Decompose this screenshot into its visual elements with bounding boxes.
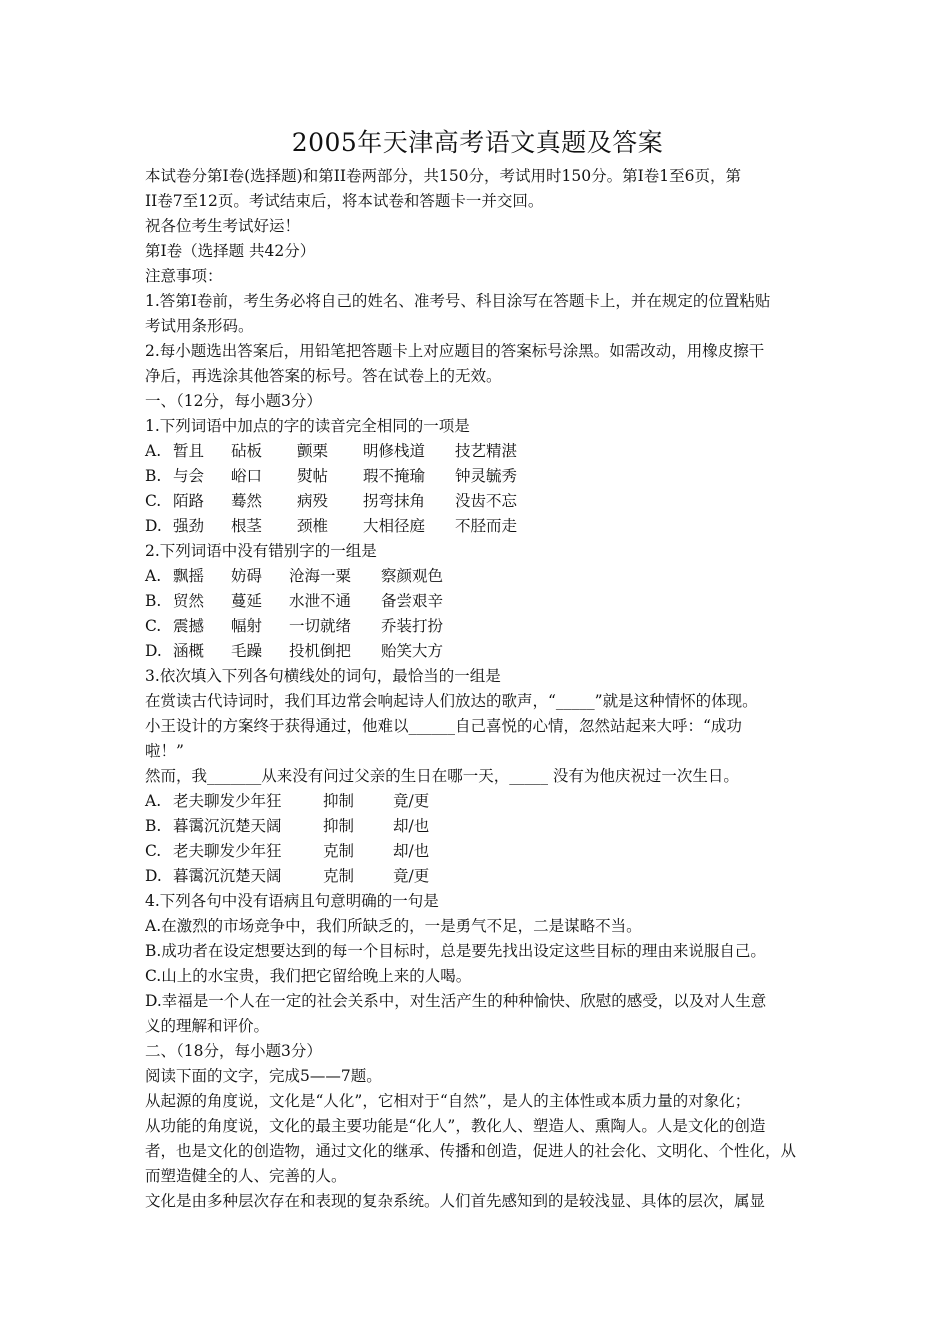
option-word: 蓦然	[231, 492, 263, 510]
notice-item: 考试用条形码。	[145, 317, 254, 335]
option-letter: C.	[145, 492, 162, 510]
option-word: 克制	[323, 867, 355, 885]
option-word: 乔装打扮	[381, 617, 444, 635]
option-word: 克制	[323, 842, 355, 860]
option-line: 义的理解和评价。	[145, 1017, 270, 1035]
option-letter: D.	[145, 517, 162, 535]
question-sentence: 啦！”	[145, 742, 184, 760]
option-phrase: 老夫聊发少年狂	[173, 842, 282, 860]
option-word: 抑制	[323, 817, 355, 835]
option-letter: B.	[145, 817, 162, 835]
option-word: 抑制	[323, 792, 355, 810]
option-word: 瑕不掩瑜	[363, 467, 426, 485]
option-phrase: 暮霭沉沉楚天阔	[173, 817, 282, 835]
reading-line: 而塑造健全的人、完善的人。	[145, 1167, 347, 1185]
option-word: 妨碍	[231, 567, 263, 585]
q3-section	[145, 664, 810, 789]
option-word: 技艺精湛	[455, 442, 518, 460]
option-letter: A.	[145, 442, 162, 460]
option-word: 察颜观色	[381, 567, 444, 585]
option-row	[145, 489, 810, 514]
reading-line: 从功能的角度说，文化的最主要功能是“化人”，教化人、塑造人、熏陶人。人是文化的创造	[145, 1117, 766, 1135]
option-word: 涵概	[173, 642, 205, 660]
option-row	[145, 464, 810, 489]
option-line: C.山上的水宝贵，我们把它留给晚上来的人喝。	[145, 967, 472, 985]
part-heading: 二、（18分，每小题3分）	[145, 1042, 322, 1060]
reading-line: 者，也是文化的创造物，通过文化的继承、传播和创造，促进人的社会化、文明化、个性化，从	[145, 1142, 797, 1160]
option-word: 与会	[173, 467, 205, 485]
option-word: 不胫而走	[455, 517, 518, 535]
option-row	[145, 814, 810, 839]
intro-line: II卷7至12页。考试结束后，将本试卷和答题卡一并交回。	[145, 192, 544, 210]
question-sentence: 然而，我_______从来没有问过父亲的生日在哪一天，_____ 没有为他庆祝过一次生日。	[145, 767, 739, 785]
option-phrase: 老夫聊发少年狂	[173, 792, 282, 810]
option-row	[145, 789, 810, 814]
notice-item: 2.每小题选出答案后，用铅笔把答题卡上对应题目的答案标号涂黑。如需改动，用橡皮擦干	[145, 342, 765, 360]
option-row	[145, 439, 810, 464]
option-letter: A.	[145, 792, 162, 810]
option-word: 熨帖	[297, 467, 329, 485]
option-phrase: 暮霭沉沉楚天阔	[173, 867, 282, 885]
option-word: 贸然	[173, 592, 205, 610]
option-letter: B.	[145, 592, 162, 610]
option-row	[145, 589, 810, 614]
option-word: 峪口	[231, 467, 263, 485]
option-word: 备尝艰辛	[381, 592, 444, 610]
option-word: 钟灵毓秀	[455, 467, 518, 485]
option-word: 强劲	[173, 517, 205, 535]
option-word: 水泄不通	[289, 592, 352, 610]
option-word: 竟/更	[393, 867, 430, 885]
option-word: 投机倒把	[289, 642, 352, 660]
q2-options	[145, 564, 810, 664]
greeting: 祝各位考生考试好运！	[145, 217, 301, 235]
intro-line: 本试卷分第I卷(选择题)和第II卷两部分，共150分，考试用时150分。第I卷1至6页，第	[145, 167, 741, 185]
option-word: 沧海一粟	[289, 567, 352, 585]
question-stem: 4.下列各句中没有语病且句意明确的一句是	[145, 892, 439, 910]
option-row	[145, 639, 810, 664]
option-word: 大相径庭	[363, 517, 426, 535]
option-word: 却/也	[393, 817, 430, 835]
option-word: 颤栗	[297, 442, 329, 460]
option-word: 没齿不忘	[455, 492, 518, 510]
option-row	[145, 839, 810, 864]
part-heading: 一、（12分，每小题3分）	[145, 392, 322, 410]
notice-heading: 注意事项：	[145, 267, 223, 285]
intro-section	[145, 164, 810, 439]
option-row	[145, 564, 810, 589]
option-letter: D.	[145, 867, 162, 885]
option-word: 拐弯抹角	[363, 492, 426, 510]
option-word: 贻笑大方	[381, 642, 444, 660]
reading-instruction: 阅读下面的文字，完成5——7题。	[145, 1067, 382, 1085]
reading-line: 从起源的角度说，文化是“人化”，它相对于“自然”，是人的主体性或本质力量的对象化；	[145, 1092, 751, 1110]
option-letter: D.	[145, 642, 162, 660]
option-word: 震撼	[173, 617, 205, 635]
option-word: 明修栈道	[363, 442, 426, 460]
question-stem: 2.下列词语中没有错别字的一组是	[145, 542, 377, 560]
option-word: 砧板	[231, 442, 263, 460]
option-row	[145, 864, 810, 889]
question-stem: 3.依次填入下列各句横线处的词句，最恰当的一组是	[145, 667, 501, 685]
q1-options	[145, 439, 810, 539]
q3-options	[145, 789, 810, 889]
option-word: 竟/更	[393, 792, 430, 810]
option-line: A.在激烈的市场竞争中，我们所缺乏的，一是勇气不足，二是谋略不当。	[145, 917, 642, 935]
option-row	[145, 514, 810, 539]
option-word: 蔓延	[231, 592, 263, 610]
option-word: 根茎	[231, 517, 263, 535]
question-stem: 1.下列词语中加点的字的读音完全相同的一项是	[145, 417, 470, 435]
option-letter: C.	[145, 842, 162, 860]
option-line: B.成功者在设定想要达到的每一个目标时，总是要先找出设定这些目标的理由来说服自己。	[145, 942, 766, 960]
option-word: 暂且	[173, 442, 205, 460]
section-heading: 第I卷（选择题 共42分）	[145, 242, 316, 260]
question-sentence: 在赏读古代诗词时，我们耳边常会响起诗人们放达的歌声，“_____”就是这种情怀的体现。	[145, 692, 758, 710]
option-letter: B.	[145, 467, 162, 485]
option-word: 毛躁	[231, 642, 263, 660]
notice-item: 净后，再选涂其他答案的标号。答在试卷上的无效。	[145, 367, 502, 385]
option-word: 颈椎	[297, 517, 329, 535]
option-letter: C.	[145, 617, 162, 635]
option-row	[145, 614, 810, 639]
reading-line: 文化是由多种层次存在和表现的复杂系统。人们首先感知到的是较浅显、具体的层次，属显	[145, 1192, 766, 1210]
option-word: 却/也	[393, 842, 430, 860]
question-sentence: 小王设计的方案终于获得通过，他难以______自己喜悦的心情，忽然站起来大呼：“成功	[145, 717, 742, 735]
notice-item: 1.答第I卷前，考生务必将自己的姓名、准考号、科目涂写在答题卡上，并在规定的位置粘贴	[145, 292, 771, 310]
option-word: 幅射	[231, 617, 263, 635]
q4-and-reading-section	[145, 889, 810, 1214]
option-word: 陌路	[173, 492, 205, 510]
option-word: 病殁	[297, 492, 329, 510]
option-word: 飘摇	[173, 567, 205, 585]
option-letter: A.	[145, 567, 162, 585]
document-title: 2005年天津高考语文真题及答案	[291, 128, 664, 157]
option-word: 一切就绪	[289, 617, 352, 635]
option-line: D.幸福是一个人在一定的社会关系中，对生活产生的种种愉快、欣慰的感受，以及对人生意	[145, 992, 767, 1010]
